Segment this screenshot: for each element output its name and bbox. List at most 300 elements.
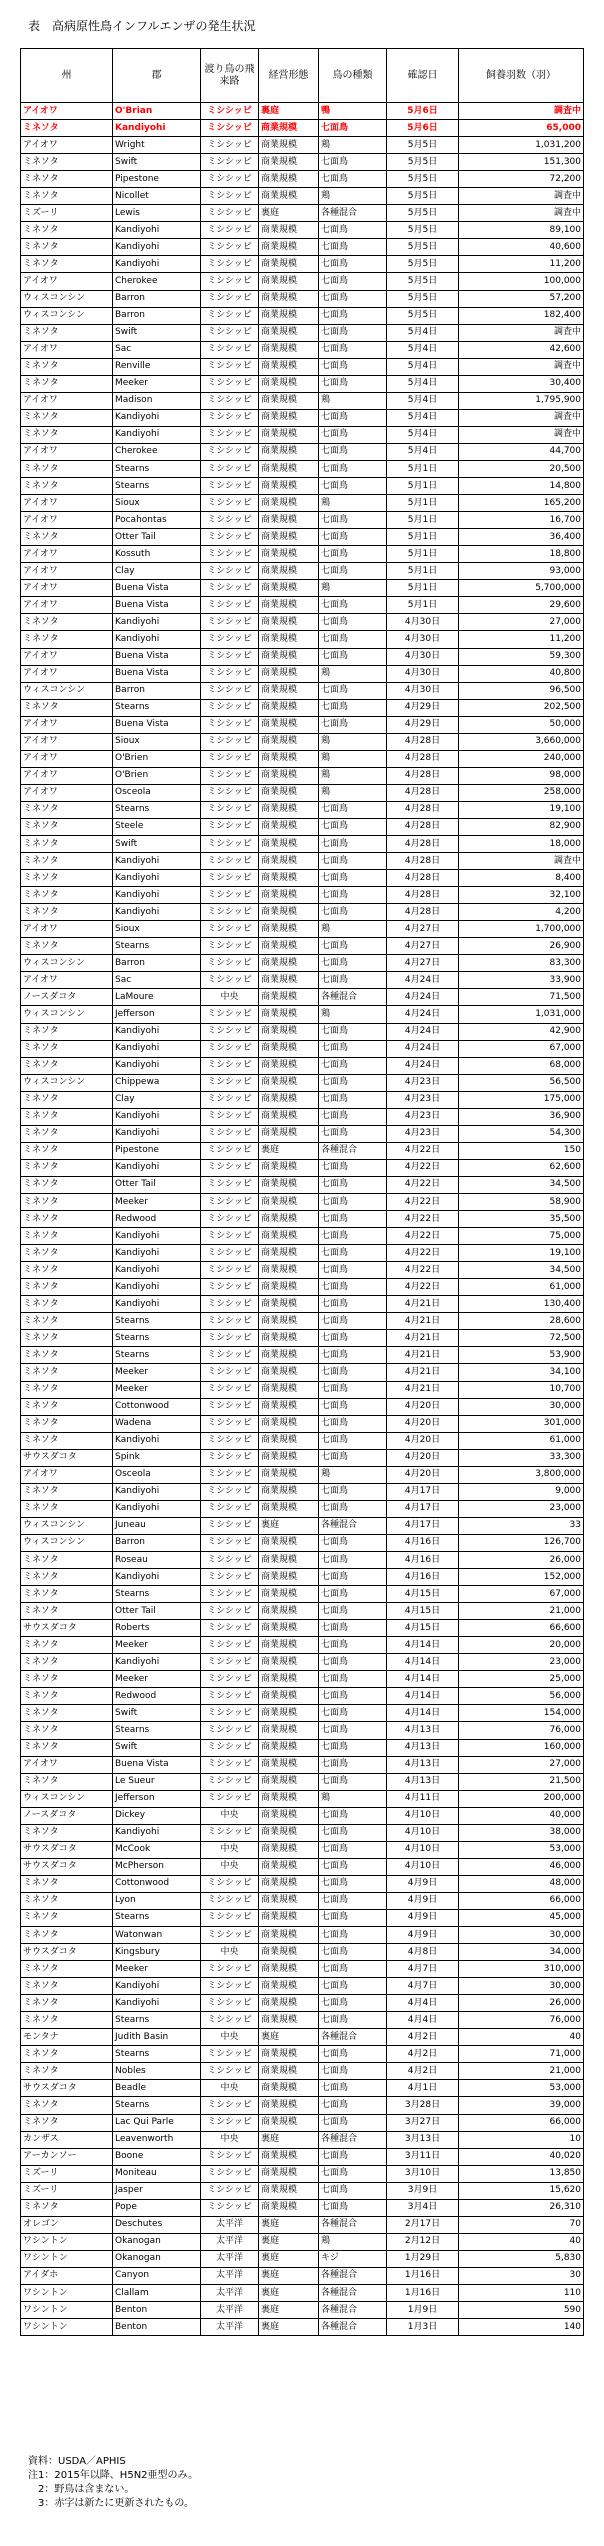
cell-state: ミネソタ <box>21 1927 113 1944</box>
cell-county: Jefferson <box>113 1006 201 1023</box>
cell-county: Kandiyohi <box>113 1432 201 1449</box>
cell-route: ミシシッピ <box>201 2012 259 2029</box>
cell-route: ミシシッピ <box>201 1432 259 1449</box>
cell-type: 商業規模 <box>259 426 319 443</box>
cell-date: 5月1日 <box>387 495 459 512</box>
cell-route: 中央 <box>201 1944 259 1961</box>
table-row <box>21 1466 584 1483</box>
cell-route: ミシシッピ <box>201 870 259 887</box>
cell-county: Kandiyohi <box>113 256 201 273</box>
table-row <box>21 887 584 904</box>
cell-bird: 七面鳥 <box>319 1807 387 1824</box>
cell-count: 5,830 <box>459 2250 584 2267</box>
cell-date: 4月23日 <box>387 1108 459 1125</box>
cell-county: Kandiyohi <box>113 1262 201 1279</box>
table-row <box>21 307 584 324</box>
table-row <box>21 1023 584 1040</box>
table-row <box>21 853 584 870</box>
cell-date: 5月5日 <box>387 290 459 307</box>
cell-date: 4月21日 <box>387 1313 459 1330</box>
cell-route: ミシシッピ <box>201 580 259 597</box>
cell-bird: 七面鳥 <box>319 836 387 853</box>
cell-count: 4,200 <box>459 904 584 921</box>
cell-count: 23,000 <box>459 1500 584 1517</box>
cell-count: 175,000 <box>459 1091 584 1108</box>
cell-state: アイオワ <box>21 341 113 358</box>
cell-count: 33,900 <box>459 972 584 989</box>
cell-count: 40 <box>459 2233 584 2250</box>
cell-bird: 七面鳥 <box>319 273 387 290</box>
cell-state: ミネソタ <box>21 171 113 188</box>
cell-count: 27,000 <box>459 614 584 631</box>
cell-count: 36,900 <box>459 1108 584 1125</box>
cell-date: 4月14日 <box>387 1705 459 1722</box>
cell-count: 61,000 <box>459 1432 584 1449</box>
table-row <box>21 1756 584 1773</box>
cell-date: 4月28日 <box>387 801 459 818</box>
cell-date: 4月24日 <box>387 1040 459 1057</box>
cell-county: Kandiyohi <box>113 1159 201 1176</box>
cell-count: 96,500 <box>459 682 584 699</box>
cell-state: ワシントン <box>21 2250 113 2267</box>
cell-county: Swift <box>113 1705 201 1722</box>
cell-county: Dickey <box>113 1807 201 1824</box>
cell-state: ノースダコタ <box>21 989 113 1006</box>
cell-route: ミシシッピ <box>201 358 259 375</box>
cell-date: 4月20日 <box>387 1398 459 1415</box>
cell-county: Kandiyohi <box>113 1125 201 1142</box>
cell-county: Deschutes <box>113 2216 201 2233</box>
cell-county: Stearns <box>113 1586 201 1603</box>
cell-route: ミシシッピ <box>201 818 259 835</box>
cell-date: 4月28日 <box>387 853 459 870</box>
cell-type: 商業規模 <box>259 989 319 1006</box>
cell-bird: 七面鳥 <box>319 2097 387 2114</box>
cell-bird: 七面鳥 <box>319 1603 387 1620</box>
cell-count: 30,000 <box>459 1978 584 1995</box>
cell-route: ミシシッピ <box>201 1040 259 1057</box>
cell-date: 4月8日 <box>387 1944 459 1961</box>
cell-type: 商業規模 <box>259 443 319 460</box>
cell-type: 商業規模 <box>259 1603 319 1620</box>
cell-route: ミシシッピ <box>201 836 259 853</box>
cell-route: 中央 <box>201 1858 259 1875</box>
cell-state: ミネソタ <box>21 1739 113 1756</box>
table-row <box>21 1824 584 1841</box>
cell-state: ミネソタ <box>21 1909 113 1926</box>
cell-bird: 七面鳥 <box>319 1995 387 2012</box>
cell-route: ミシシッピ <box>201 2148 259 2165</box>
table-row <box>21 801 584 818</box>
cell-route: ミシシッピ <box>201 750 259 767</box>
table-row <box>21 1995 584 2012</box>
cell-state: ミネソタ <box>21 1142 113 1159</box>
table-row <box>21 2267 584 2284</box>
cell-type: 商業規模 <box>259 1551 319 1568</box>
cell-bird: 七面鳥 <box>319 154 387 171</box>
cell-route: ミシシッピ <box>201 1483 259 1500</box>
cell-count: 75,000 <box>459 1228 584 1245</box>
cell-bird: 七面鳥 <box>319 1637 387 1654</box>
cell-county: Swift <box>113 836 201 853</box>
table-row <box>21 256 584 273</box>
cell-route: ミシシッピ <box>201 1194 259 1211</box>
cell-bird: 七面鳥 <box>319 478 387 495</box>
cell-bird: 七面鳥 <box>319 1449 387 1466</box>
cell-date: 5月6日 <box>387 103 459 120</box>
cell-date: 4月10日 <box>387 1858 459 1875</box>
cell-route: 太平洋 <box>201 2302 259 2319</box>
table-row <box>21 120 584 137</box>
cell-date: 4月2日 <box>387 2046 459 2063</box>
table-row <box>21 1534 584 1551</box>
cell-state: アイオワ <box>21 563 113 580</box>
cell-date: 4月16日 <box>387 1534 459 1551</box>
cell-bird: 七面鳥 <box>319 1125 387 1142</box>
cell-date: 5月4日 <box>387 426 459 443</box>
table-row <box>21 1142 584 1159</box>
cell-route: ミシシッピ <box>201 341 259 358</box>
cell-count: 25,000 <box>459 1671 584 1688</box>
cell-route: ミシシッピ <box>201 904 259 921</box>
cell-bird: 七面鳥 <box>319 1978 387 1995</box>
cell-count: 1,795,900 <box>459 392 584 409</box>
cell-bird: 七面鳥 <box>319 1824 387 1841</box>
cell-state: ワシントン <box>21 2233 113 2250</box>
cell-route: ミシシッピ <box>201 1824 259 1841</box>
cell-count: 26,000 <box>459 1995 584 2012</box>
cell-bird: 各種混合 <box>319 2029 387 2046</box>
cell-date: 5月4日 <box>387 443 459 460</box>
cell-bird: 七面鳥 <box>319 1909 387 1926</box>
cell-bird: 七面鳥 <box>319 1211 387 1228</box>
cell-date: 2月12日 <box>387 2233 459 2250</box>
cell-route: 太平洋 <box>201 2216 259 2233</box>
table-row <box>21 1944 584 1961</box>
cell-bird: 七面鳥 <box>319 1551 387 1568</box>
cell-count: 3,660,000 <box>459 733 584 750</box>
table-row <box>21 1347 584 1364</box>
cell-bird: 七面鳥 <box>319 887 387 904</box>
cell-bird: 七面鳥 <box>319 1500 387 1517</box>
table-row <box>21 1807 584 1824</box>
cell-date: 4月23日 <box>387 1091 459 1108</box>
table-row <box>21 478 584 495</box>
table-row <box>21 443 584 460</box>
cell-bird: 七面鳥 <box>319 2046 387 2063</box>
cell-county: Redwood <box>113 1688 201 1705</box>
cell-count: 10 <box>459 2131 584 2148</box>
cell-route: ミシシッピ <box>201 1603 259 1620</box>
cell-route: ミシシッピ <box>201 2046 259 2063</box>
cell-type: 商業規模 <box>259 1466 319 1483</box>
cell-route: ミシシッピ <box>201 1961 259 1978</box>
table-row <box>21 546 584 563</box>
cell-state: ミズーリ <box>21 2182 113 2199</box>
cell-count: 28,600 <box>459 1313 584 1330</box>
cell-date: 4月9日 <box>387 1927 459 1944</box>
note-1: 注1：2015年以降、H5N2亜型のみ。 <box>28 2470 199 2481</box>
cell-state: サウスダコタ <box>21 1449 113 1466</box>
cell-count: 67,000 <box>459 1586 584 1603</box>
cell-county: Cherokee <box>113 273 201 290</box>
cell-route: ミシシッピ <box>201 1739 259 1756</box>
cell-county: Watonwan <box>113 1927 201 1944</box>
cell-bird: 七面鳥 <box>319 648 387 665</box>
cell-state: ミネソタ <box>21 853 113 870</box>
cell-count: 26,900 <box>459 938 584 955</box>
cell-count: 150 <box>459 1142 584 1159</box>
cell-type: 商業規模 <box>259 290 319 307</box>
cell-date: 4月22日 <box>387 1262 459 1279</box>
cell-bird: 七面鳥 <box>319 1074 387 1091</box>
table-row <box>21 1176 584 1193</box>
cell-route: ミシシッピ <box>201 460 259 477</box>
table-row <box>21 614 584 631</box>
cell-bird: 鶏 <box>319 137 387 154</box>
cell-county: Chippewa <box>113 1074 201 1091</box>
cell-route: ミシシッピ <box>201 290 259 307</box>
cell-type: 商業規模 <box>259 1313 319 1330</box>
cell-county: Buena Vista <box>113 716 201 733</box>
cell-count: 202,500 <box>459 699 584 716</box>
cell-date: 4月24日 <box>387 972 459 989</box>
cell-bird: 各種混合 <box>319 1517 387 1534</box>
cell-count: 34,000 <box>459 1944 584 1961</box>
cell-date: 4月7日 <box>387 1978 459 1995</box>
cell-bird: 七面鳥 <box>319 2165 387 2182</box>
table-row <box>21 750 584 767</box>
cell-type: 商業規模 <box>259 324 319 341</box>
table-row <box>21 2233 584 2250</box>
cell-state: ミネソタ <box>21 1995 113 2012</box>
cell-state: アイオワ <box>21 103 113 120</box>
cell-state: ミネソタ <box>21 1398 113 1415</box>
cell-route: ミシシッピ <box>201 1159 259 1176</box>
cell-type: 商業規模 <box>259 1790 319 1807</box>
cell-county: Kandiyohi <box>113 887 201 904</box>
cell-state: アイオワ <box>21 443 113 460</box>
cell-county: Kandiyohi <box>113 1040 201 1057</box>
cell-date: 5月4日 <box>387 358 459 375</box>
cell-type: 商業規模 <box>259 972 319 989</box>
cell-county: Buena Vista <box>113 1756 201 1773</box>
cell-type: 裏庭 <box>259 2250 319 2267</box>
table-row <box>21 648 584 665</box>
table-row <box>21 1671 584 1688</box>
cell-state: サウスダコタ <box>21 1620 113 1637</box>
table-row <box>21 2165 584 2182</box>
table-row <box>21 1705 584 1722</box>
cell-bird: 七面鳥 <box>319 1159 387 1176</box>
cell-count: 40,000 <box>459 1807 584 1824</box>
table-row <box>21 716 584 733</box>
cell-count: 83,300 <box>459 955 584 972</box>
cell-county: Barron <box>113 955 201 972</box>
table-row <box>21 597 584 614</box>
cell-count: 71,500 <box>459 989 584 1006</box>
cell-bird: 七面鳥 <box>319 2182 387 2199</box>
cell-count: 61,000 <box>459 1279 584 1296</box>
cell-date: 4月14日 <box>387 1637 459 1654</box>
cell-route: ミシシッピ <box>201 853 259 870</box>
cell-county: Roberts <box>113 1620 201 1637</box>
cell-count: 310,000 <box>459 1961 584 1978</box>
cell-state: ウィスコンシン <box>21 955 113 972</box>
cell-type: 商業規模 <box>259 1159 319 1176</box>
cell-state: ミネソタ <box>21 836 113 853</box>
cell-date: 5月1日 <box>387 478 459 495</box>
table-row <box>21 1364 584 1381</box>
cell-bird: 七面鳥 <box>319 1875 387 1892</box>
cell-county: Stearns <box>113 2012 201 2029</box>
cell-county: Buena Vista <box>113 580 201 597</box>
cell-type: 商業規模 <box>259 1245 319 1262</box>
cell-county: Pocahontas <box>113 512 201 529</box>
table-row <box>21 392 584 409</box>
table-row <box>21 495 584 512</box>
cell-bird: 七面鳥 <box>319 1432 387 1449</box>
cell-route: ミシシッピ <box>201 597 259 614</box>
cell-bird: 鶏 <box>319 767 387 784</box>
cell-bird: 七面鳥 <box>319 818 387 835</box>
cell-county: Swift <box>113 154 201 171</box>
cell-county: Kandiyohi <box>113 409 201 426</box>
cell-date: 2月17日 <box>387 2216 459 2233</box>
table-row <box>21 222 584 239</box>
table-row <box>21 1875 584 1892</box>
cell-route: ミシシッピ <box>201 1381 259 1398</box>
cell-type: 商業規模 <box>259 597 319 614</box>
cell-route: ミシシッピ <box>201 1364 259 1381</box>
cell-county: Stearns <box>113 478 201 495</box>
cell-county: Boone <box>113 2148 201 2165</box>
cell-route: ミシシッピ <box>201 239 259 256</box>
cell-bird: 七面鳥 <box>319 1194 387 1211</box>
cell-date: 5月5日 <box>387 205 459 222</box>
cell-county: O'Brien <box>113 750 201 767</box>
cell-type: 商業規模 <box>259 801 319 818</box>
cell-route: 中央 <box>201 1841 259 1858</box>
cell-bird: 七面鳥 <box>319 1586 387 1603</box>
cell-date: 4月29日 <box>387 716 459 733</box>
cell-route: ミシシッピ <box>201 938 259 955</box>
cell-date: 4月27日 <box>387 955 459 972</box>
table-row <box>21 2114 584 2131</box>
cell-count: 9,000 <box>459 1483 584 1500</box>
cell-count: 19,100 <box>459 801 584 818</box>
cell-route: ミシシッピ <box>201 426 259 443</box>
cell-type: 商業規模 <box>259 887 319 904</box>
cell-date: 4月30日 <box>387 682 459 699</box>
table-row <box>21 1330 584 1347</box>
cell-county: Nicollet <box>113 188 201 205</box>
cell-route: ミシシッピ <box>201 1569 259 1586</box>
outbreak-table <box>20 48 584 2336</box>
cell-state: ウィスコンシン <box>21 290 113 307</box>
note-2: 2：野鳥は含まない。 <box>28 2484 135 2495</box>
table-row <box>21 563 584 580</box>
table-row <box>21 1040 584 1057</box>
cell-county: Judith Basin <box>113 2029 201 2046</box>
cell-date: 4月29日 <box>387 699 459 716</box>
cell-type: 商業規模 <box>259 1739 319 1756</box>
cell-type: 裏庭 <box>259 2267 319 2284</box>
cell-county: Kandiyohi <box>113 631 201 648</box>
cell-county: Steele <box>113 818 201 835</box>
cell-count: 調査中 <box>459 426 584 443</box>
cell-county: Pope <box>113 2199 201 2216</box>
cell-bird: 七面鳥 <box>319 1091 387 1108</box>
table-row <box>21 529 584 546</box>
cell-bird: 各種混合 <box>319 1142 387 1159</box>
cell-county: Kandiyohi <box>113 1228 201 1245</box>
cell-route: ミシシッピ <box>201 1347 259 1364</box>
cell-county: Kandiyohi <box>113 1057 201 1074</box>
cell-county: Benton <box>113 2302 201 2319</box>
cell-count: 5,700,000 <box>459 580 584 597</box>
cell-count: 98,000 <box>459 767 584 784</box>
table-row <box>21 2302 584 2319</box>
cell-type: 商業規模 <box>259 1534 319 1551</box>
cell-type: 商業規模 <box>259 120 319 137</box>
cell-state: ミネソタ <box>21 699 113 716</box>
cell-count: 66,000 <box>459 2114 584 2131</box>
cell-state: ワシントン <box>21 2285 113 2302</box>
cell-type: 商業規模 <box>259 307 319 324</box>
cell-type: 商業規模 <box>259 1398 319 1415</box>
cell-count: 590 <box>459 2302 584 2319</box>
cell-state: ワシントン <box>21 2302 113 2319</box>
cell-bird: 七面鳥 <box>319 716 387 733</box>
cell-date: 3月11日 <box>387 2148 459 2165</box>
table-row <box>21 699 584 716</box>
cell-date: 4月27日 <box>387 938 459 955</box>
cell-date: 4月7日 <box>387 1961 459 1978</box>
cell-type: 商業規模 <box>259 870 319 887</box>
cell-bird: 鶏 <box>319 2233 387 2250</box>
cell-bird: 七面鳥 <box>319 1483 387 1500</box>
table-row <box>21 955 584 972</box>
table-row <box>21 580 584 597</box>
cell-bird: 各種混合 <box>319 2216 387 2233</box>
cell-state: ミネソタ <box>21 154 113 171</box>
cell-county: LaMoure <box>113 989 201 1006</box>
cell-count: 19,100 <box>459 1245 584 1262</box>
cell-date: 5月1日 <box>387 580 459 597</box>
cell-date: 4月13日 <box>387 1722 459 1739</box>
cell-route: ミシシッピ <box>201 1313 259 1330</box>
table-row <box>21 1722 584 1739</box>
cell-date: 5月4日 <box>387 409 459 426</box>
cell-type: 裏庭 <box>259 2302 319 2319</box>
cell-count: 56,000 <box>459 1688 584 1705</box>
cell-state: カンザス <box>21 2131 113 2148</box>
cell-county: Barron <box>113 290 201 307</box>
cell-state: ミネソタ <box>21 222 113 239</box>
table-row <box>21 2250 584 2267</box>
cell-county: Renville <box>113 358 201 375</box>
cell-county: Cottonwood <box>113 1398 201 1415</box>
cell-count: 21,000 <box>459 1603 584 1620</box>
cell-state: ミズーリ <box>21 205 113 222</box>
cell-date: 4月28日 <box>387 784 459 801</box>
cell-route: ミシシッピ <box>201 137 259 154</box>
cell-type: 商業規模 <box>259 921 319 938</box>
cell-route: ミシシッピ <box>201 1466 259 1483</box>
cell-count: 10,700 <box>459 1381 584 1398</box>
cell-count: 45,000 <box>459 1909 584 1926</box>
